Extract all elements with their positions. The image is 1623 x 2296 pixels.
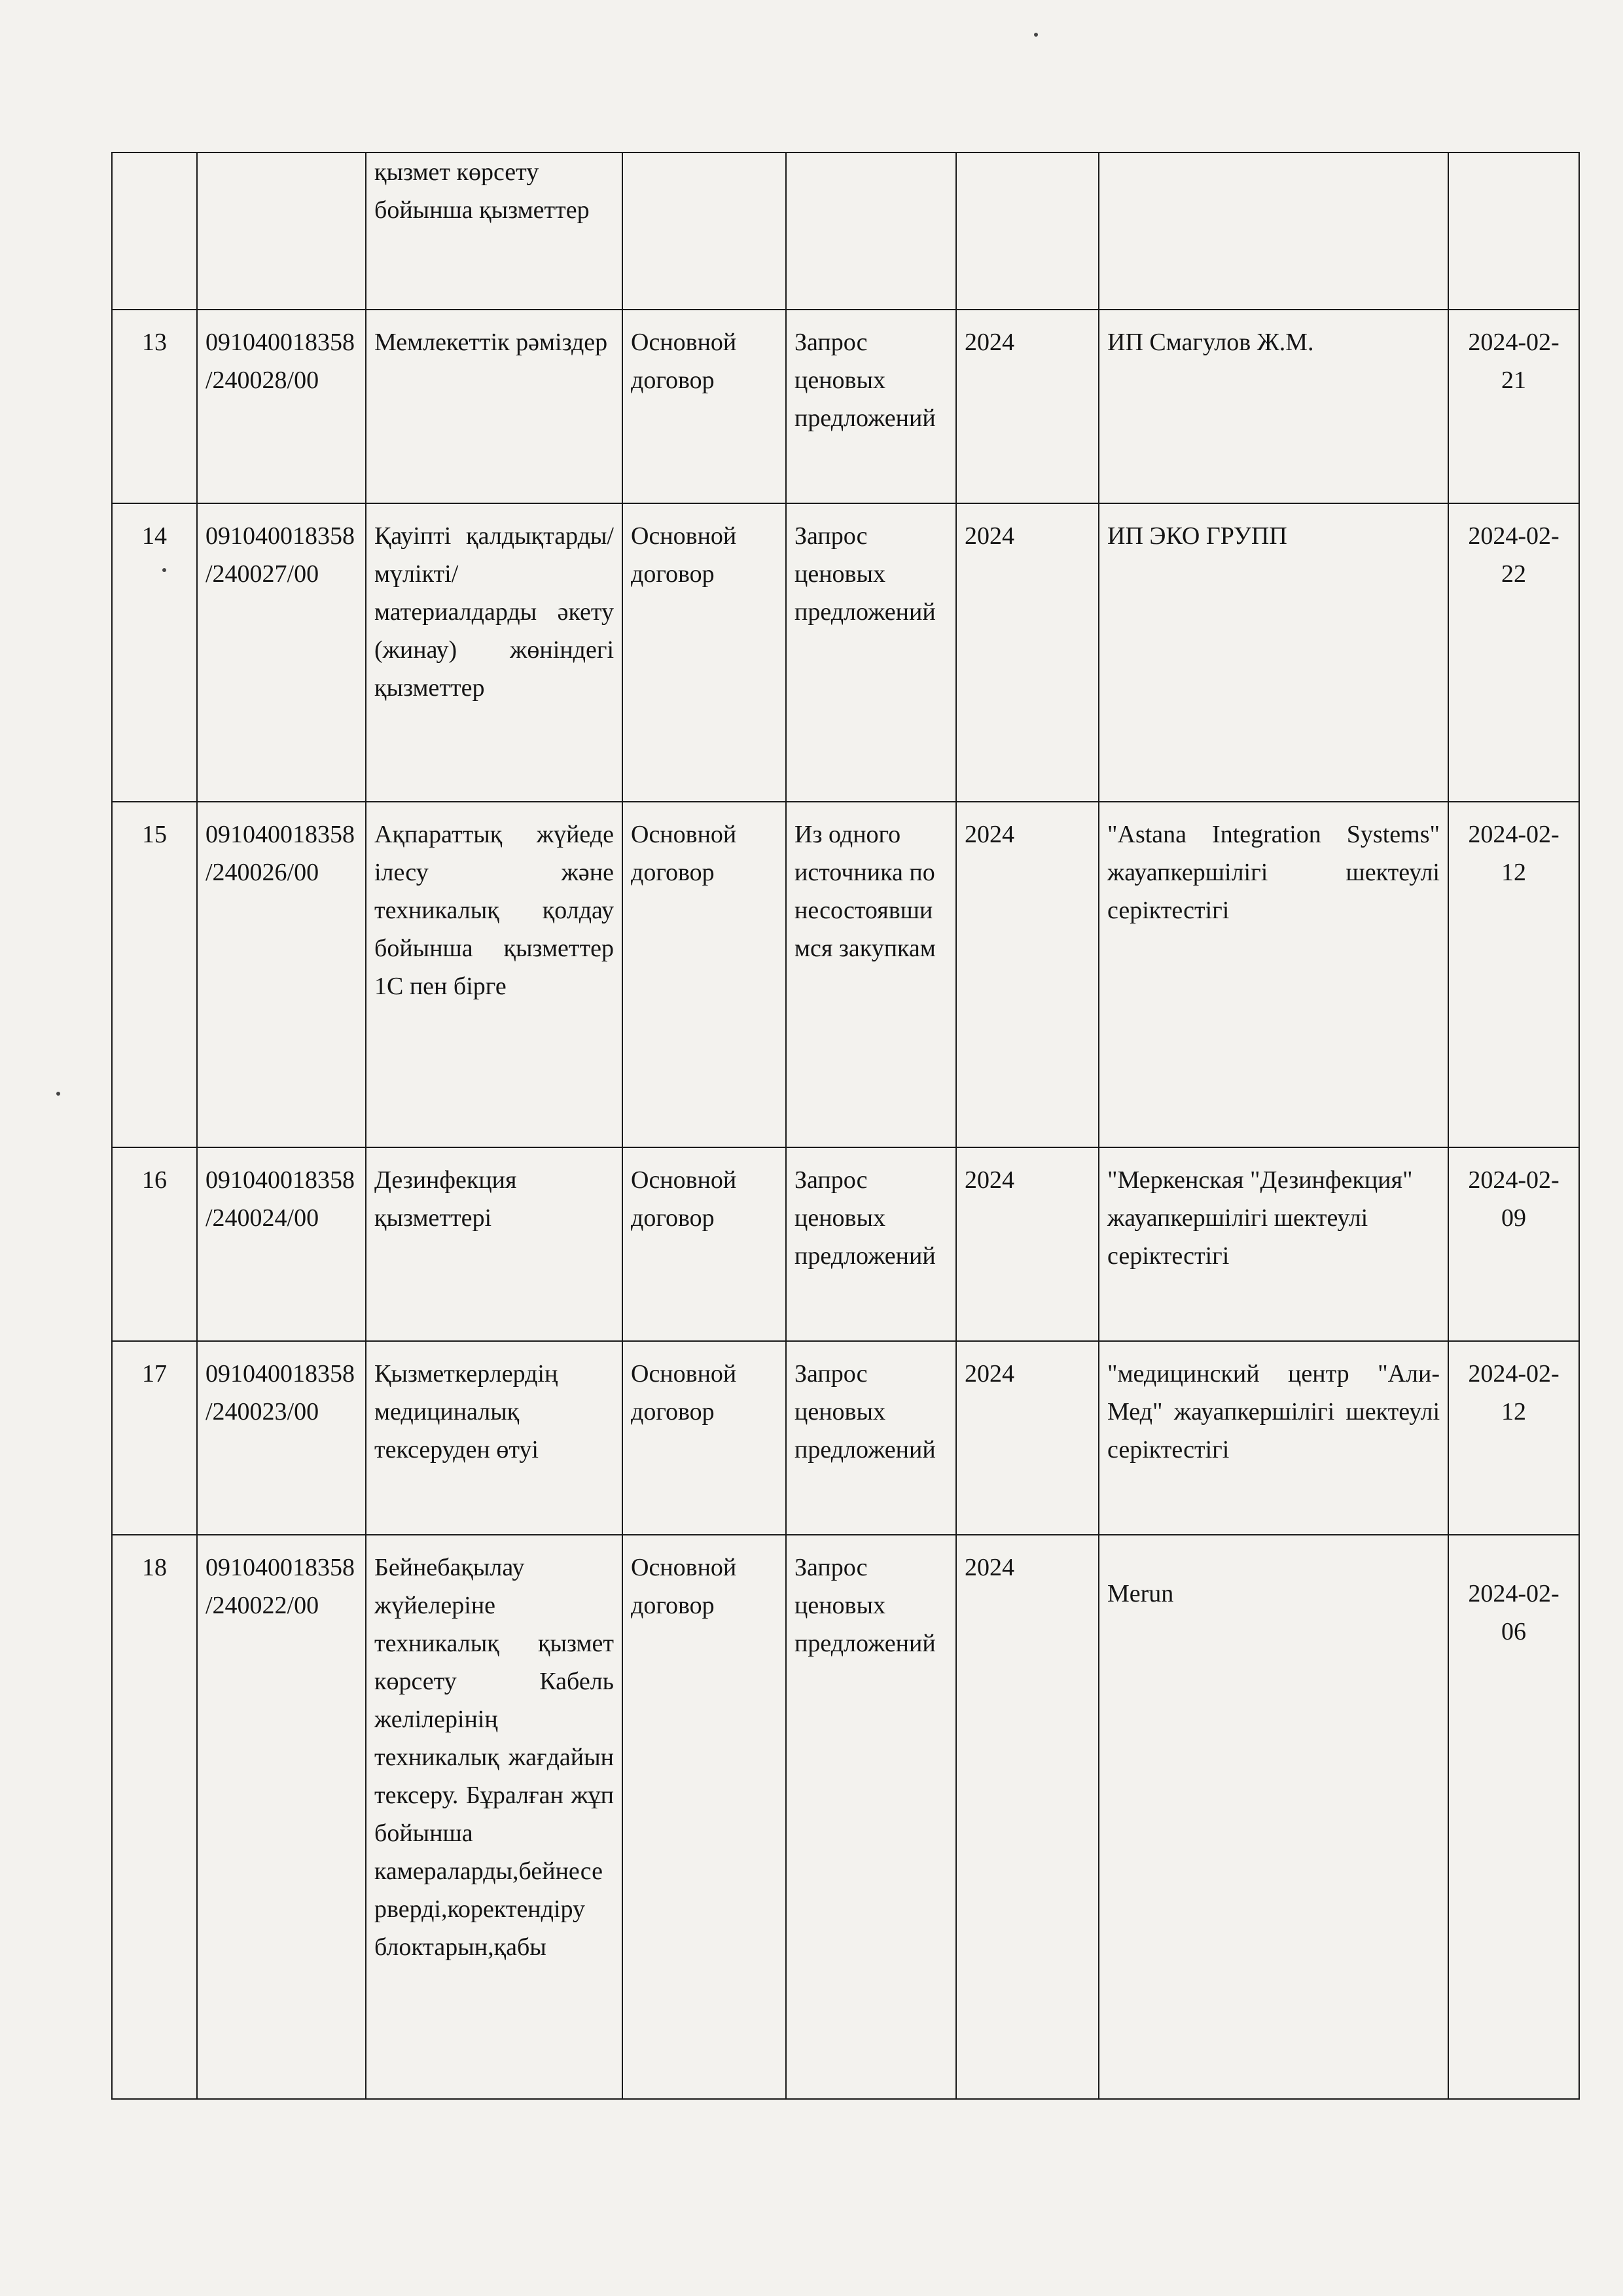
- row-number: 16: [112, 1147, 197, 1341]
- contract-type: Основной договор: [622, 1341, 786, 1535]
- contract-date: 2024-02-09: [1448, 1147, 1579, 1341]
- scan-speck: [162, 568, 166, 572]
- supplier: "медицинский центр "Али-Мед" жауапкершілігі шектеулі серіктестігі: [1099, 1341, 1448, 1535]
- procurement-method: Запрос ценовых предложений: [786, 1535, 956, 2099]
- year: 2024: [956, 310, 1099, 503]
- supplier: "Astana Integration Systems" жауапкершілігі шектеулі серіктестігі: [1099, 802, 1448, 1147]
- contract-code: 091040018358/240027/00: [197, 503, 366, 802]
- table-row: [112, 1341, 1579, 1535]
- supplier: ИП Смагулов Ж.М.: [1099, 310, 1448, 503]
- contract-date: 2024-02-12: [1448, 1341, 1579, 1535]
- supplier: Merun: [1099, 1535, 1448, 2099]
- row-number: 15: [112, 802, 197, 1147]
- row-number: 17: [112, 1341, 197, 1535]
- contract-code: 091040018358/240026/00: [197, 802, 366, 1147]
- table-row: [112, 802, 1579, 1147]
- supplier: ИП ЭКО ГРУПП: [1099, 503, 1448, 802]
- table-row: [112, 1147, 1579, 1341]
- contract-type: Основной договор: [622, 1147, 786, 1341]
- contract-type: Основной договор: [622, 802, 786, 1147]
- year: 2024: [956, 1147, 1099, 1341]
- service-name: Ақпараттық жүйеде ілесу және техникалық қолдау бойынша қызметтер 1С пен бірге: [366, 802, 622, 1147]
- contract-code: 091040018358/240024/00: [197, 1147, 366, 1341]
- procurement-method: Запрос ценовых предложений: [786, 1147, 956, 1341]
- service-name: Қауіпті қалдықтарды/мүлікті/материалдарды әкету (жинау) жөніндегі қызметтер: [366, 503, 622, 802]
- service-name: Қызметкерлердің медициналық тексеруден өтуі: [366, 1341, 622, 1535]
- contract-date: 2024-02-06: [1448, 1535, 1579, 2099]
- table-row-continued: [112, 152, 1579, 310]
- scan-speck: [1034, 33, 1038, 37]
- year: 2024: [956, 802, 1099, 1147]
- contract-date: 2024-02-21: [1448, 310, 1579, 503]
- service-name: Бейнебақылау жүйелеріне техникалық қызмет көрсету Кабель желілерінің техникалық жағдайын тексеру. Бұралған жұп бойынша камераларды,бейнесерверді,коректендіру блоктарын,қабы: [366, 1535, 622, 2099]
- row-number: 18: [112, 1535, 197, 2099]
- procurement-method: Из одного источника по несостоявшимся закупкам: [786, 802, 956, 1147]
- table-row: [112, 310, 1579, 503]
- supplier: "Меркенская "Дезинфекция" жауапкершілігі шектеулі серіктестігі: [1099, 1147, 1448, 1341]
- contracts-table: [111, 152, 1580, 2100]
- contract-type: Основной договор: [622, 503, 786, 802]
- procurement-method: Запрос ценовых предложений: [786, 1341, 956, 1535]
- contract-date: 2024-02-22: [1448, 503, 1579, 802]
- contract-type: Основной договор: [622, 1535, 786, 2099]
- scan-speck: [56, 1092, 60, 1096]
- contract-code: 091040018358/240028/00: [197, 310, 366, 503]
- table-row: [112, 503, 1579, 802]
- procurement-method: Запрос ценовых предложений: [786, 503, 956, 802]
- service-name: Дезинфекция қызметтері: [366, 1147, 622, 1341]
- row-number: 13: [112, 310, 197, 503]
- contract-type: Основной договор: [622, 310, 786, 503]
- table-row: [112, 1535, 1579, 2099]
- year: 2024: [956, 1341, 1099, 1535]
- contract-code: 091040018358/240022/00: [197, 1535, 366, 2099]
- row-number: 14: [112, 503, 197, 802]
- service-name-cell: қызмет көрсету бойынша қызметтер: [366, 152, 622, 310]
- procurement-method: Запрос ценовых предложений: [786, 310, 956, 503]
- contract-date: 2024-02-12: [1448, 802, 1579, 1147]
- year: 2024: [956, 503, 1099, 802]
- service-name: Мемлекеттік рәміздер: [366, 310, 622, 503]
- contract-code: 091040018358/240023/00: [197, 1341, 366, 1535]
- year: 2024: [956, 1535, 1099, 2099]
